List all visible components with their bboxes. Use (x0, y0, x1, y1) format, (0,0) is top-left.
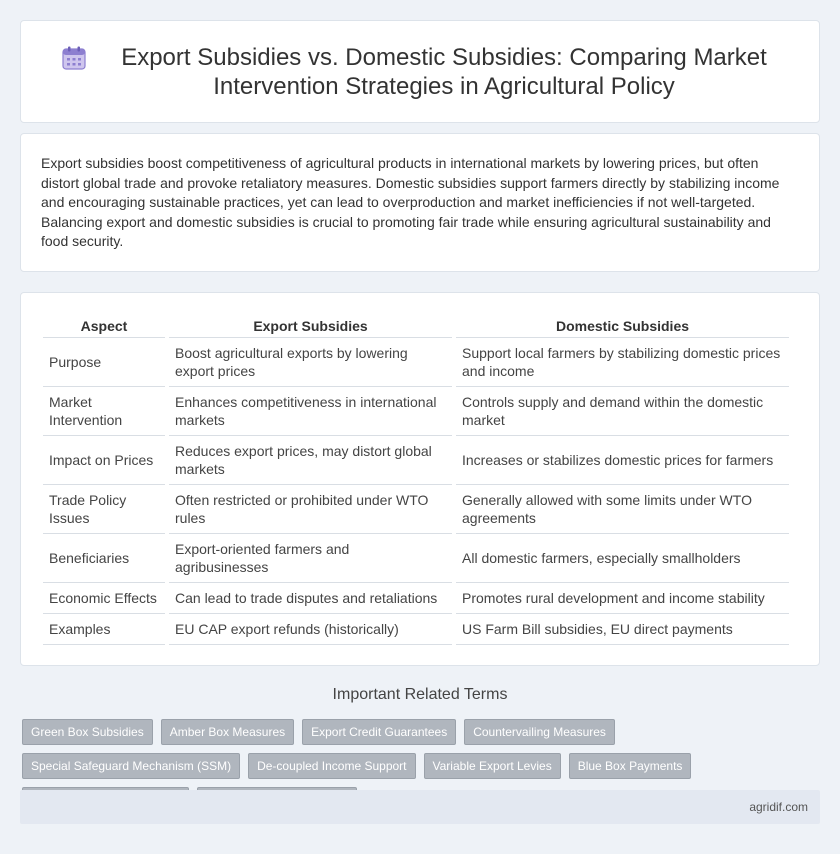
related-term-tag[interactable]: Green Box Subsidies (22, 719, 153, 745)
related-term-tag[interactable]: De-coupled Income Support (248, 753, 415, 779)
cell-domestic: Promotes rural development and income stability (456, 583, 789, 614)
cell-aspect: Purpose (43, 338, 165, 387)
cell-aspect: Economic Effects (43, 583, 165, 614)
cell-export: Enhances competitiveness in international markets (169, 387, 452, 436)
cell-domestic: Increases or stabilizes domestic prices for farmers (456, 436, 789, 485)
cell-export: EU CAP export refunds (historically) (169, 614, 452, 645)
cell-export: Export-oriented farmers and agribusinesses (169, 534, 452, 583)
related-term-tag[interactable]: Special Safeguard Mechanism (SSM) (22, 753, 240, 779)
related-term-tag[interactable]: Variable Export Levies (424, 753, 561, 779)
table-row (43, 436, 789, 485)
cell-domestic: Support local farmers by stabilizing domestic prices and income (456, 338, 789, 387)
page-title: Export Subsidies vs. Domestic Subsidies: Comparing Market Intervention Strategies in Agricultural Policy (121, 43, 767, 100)
table-row (43, 338, 789, 387)
table-row (43, 614, 789, 645)
cell-domestic: Generally allowed with some limits under WTO agreements (456, 485, 789, 534)
cell-export: Reduces export prices, may distort global markets (169, 436, 452, 485)
header-domestic: Domestic Subsidies (456, 311, 789, 338)
table-row (43, 387, 789, 436)
cell-export: Boost agricultural exports by lowering export prices (169, 338, 452, 387)
related-term-tag[interactable]: Export Credit Guarantees (302, 719, 456, 745)
summary-card (20, 133, 820, 272)
cell-aspect: Examples (43, 614, 165, 645)
cell-export: Often restricted or prohibited under WTO rules (169, 485, 452, 534)
cell-domestic: US Farm Bill subsidies, EU direct payments (456, 614, 789, 645)
title-card (20, 20, 820, 123)
calendar-icon (61, 45, 87, 71)
cell-aspect: Beneficiaries (43, 534, 165, 583)
related-terms-heading: Important Related Terms (332, 686, 508, 703)
header-export: Export Subsidies (169, 311, 452, 338)
related-term-tag[interactable]: Amber Box Measures (161, 719, 294, 745)
cell-aspect: Trade Policy Issues (43, 485, 165, 534)
table-row (43, 534, 789, 583)
table-row (43, 485, 789, 534)
related-term-tag[interactable]: Blue Box Payments (569, 753, 692, 779)
related-term-tag[interactable]: Countervailing Measures (464, 719, 615, 745)
footer (20, 790, 820, 824)
cell-domestic: All domestic farmers, especially smallholders (456, 534, 789, 583)
header-aspect: Aspect (43, 311, 165, 338)
summary-text: Export subsidies boost competitiveness of agricultural products in international markets by lowering prices, but often distort global trade and provoke retaliatory measures. Domestic subsidies support farmers directly by stabilizing income and encouraging sustainable practices, yet can lead to overproduction and market inefficiencies if not well-targeted. Balancing export and domestic subsidies is crucial to promoting fair trade while ensuring agricultural sustainability and food security. (41, 155, 780, 249)
comparison-table (39, 311, 793, 645)
cell-export: Can lead to trade disputes and retaliations (169, 583, 452, 614)
cell-aspect: Impact on Prices (43, 436, 165, 485)
footer-site-link[interactable]: agridif.com (749, 800, 808, 814)
comparison-table-card (20, 292, 820, 666)
table-row (43, 583, 789, 614)
cell-domestic: Controls supply and demand within the domestic market (456, 387, 789, 436)
table-header-row (43, 311, 789, 338)
cell-aspect: Market Intervention (43, 387, 165, 436)
